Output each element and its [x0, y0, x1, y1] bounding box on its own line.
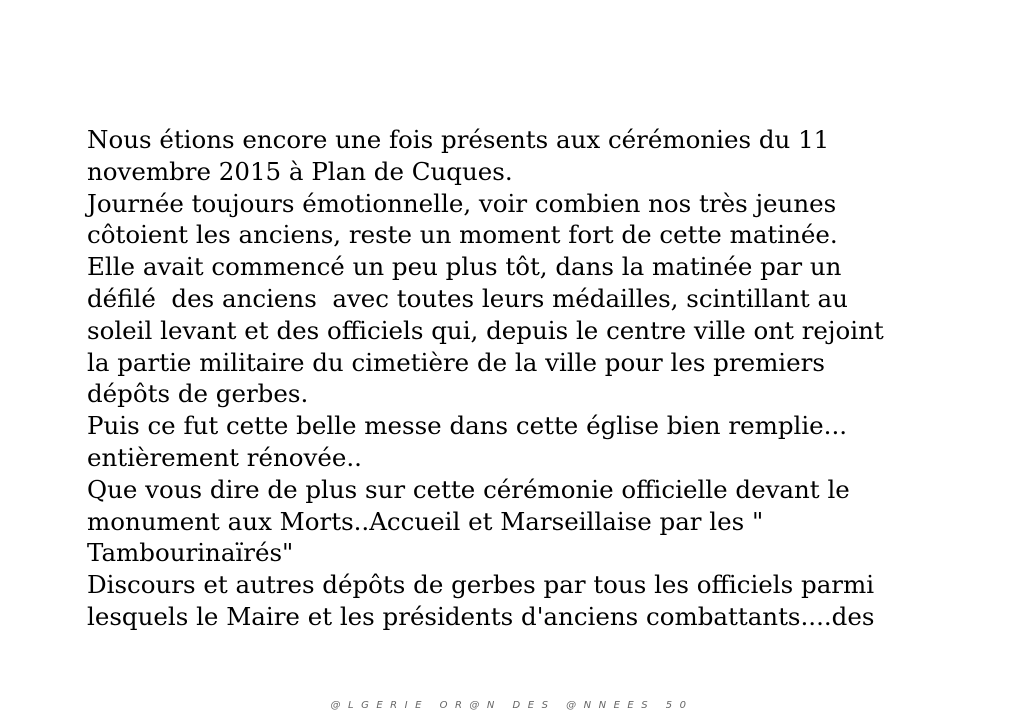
text-line: soleil levant et des officiels qui, depuis le centre ville ont rejoint	[87, 315, 884, 345]
document-body	[87, 124, 987, 633]
text-line: lesquels le Maire et les présidents d'anciens combattants....des	[87, 601, 875, 631]
text-line: côtoient les anciens, reste un moment fort de cette matinée.	[87, 220, 838, 250]
page-footer: @LGERIE OR@N DES @NNEES 50	[330, 700, 694, 711]
text-line: dépôts de gerbes.	[87, 379, 309, 409]
text-line: entièrement rénovée..	[87, 442, 362, 472]
text-line: Discours et autres dépôts de gerbes par tous les officiels parmi	[87, 570, 875, 600]
text-line: Journée toujours émotionnelle, voir combien nos très jeunes	[87, 188, 837, 218]
text-line: Que vous dire de plus sur cette cérémonie officielle devant le	[87, 474, 850, 504]
text-line: Elle avait commencé un peu plus tôt, dans la matinée par un	[87, 252, 842, 282]
text-line: monument aux Morts..Accueil et Marseillaise par les "	[87, 506, 764, 536]
text-line: Puis ce fut cette belle messe dans cette église bien remplie...	[87, 411, 848, 441]
text-line: novembre 2015 à Plan de Cuques.	[87, 156, 513, 186]
text-line: Tambourinaïrés"	[87, 538, 294, 568]
text-line: Nous étions encore une fois présents aux cérémonies du 11	[87, 125, 830, 154]
text-line: la partie militaire du cimetière de la ville pour les premiers	[87, 347, 825, 377]
text-line: défilé des anciens avec toutes leurs médailles, scintillant au	[87, 283, 848, 313]
